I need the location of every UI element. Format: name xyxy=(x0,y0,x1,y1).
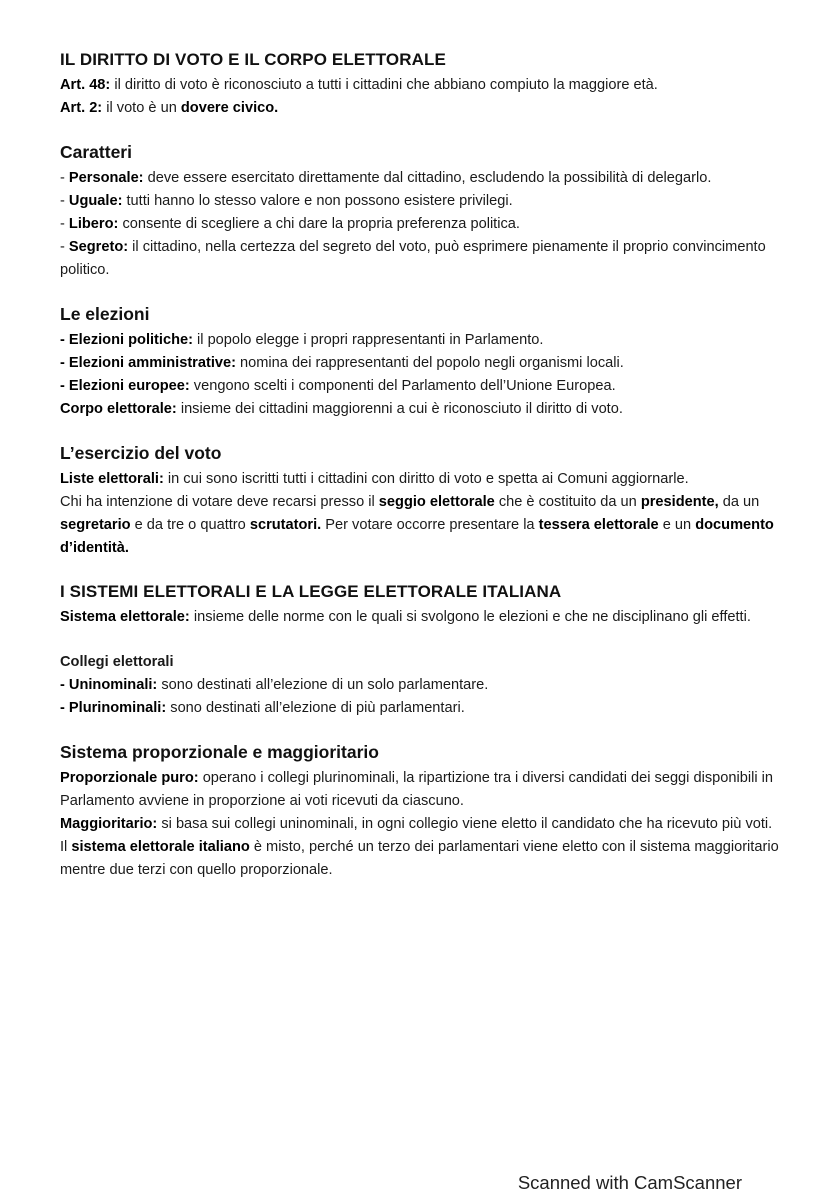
bold-term: Maggioritario: xyxy=(60,816,158,832)
text: insieme delle norme con le quali si svolgono le elezioni e che ne disciplinano gli effetti. xyxy=(189,609,751,625)
section-title: I SISTEMI ELETTORALI E LA LEGGE ELETTORALE ITALIANA xyxy=(60,582,562,601)
section-heading: Sistema proporzionale e maggioritario xyxy=(60,742,379,762)
text: sono destinati all’elezione di un solo parlamentare. xyxy=(157,677,489,693)
bold-term: - Elezioni europee: xyxy=(60,378,190,394)
bold-term: - Elezioni politiche: xyxy=(60,332,193,348)
text: operano i collegi plurinominali, la ripartizione tra i diversi candidati dei seggi disponibili in Parlamento avviene in proporzione ai voti ricevuti da ciascuno. xyxy=(60,770,773,809)
text: insieme dei cittadini maggiorenni a cui è riconosciuto il diritto di voto. xyxy=(176,401,623,417)
bold-term: scrutatori. xyxy=(249,517,322,533)
list-item-elezioni-europee xyxy=(60,375,780,398)
paragraph-maggioritario xyxy=(60,813,780,836)
text: deve essere esercitato direttamente dal cittadino, escludendo la possibilità di delegarlo. xyxy=(143,170,712,186)
bold-term: Segreto: xyxy=(68,239,129,255)
bold-term: Uguale: xyxy=(68,193,123,209)
paragraph-art-48 xyxy=(60,74,780,97)
paragraph-liste-elettorali xyxy=(60,468,780,491)
text: da un xyxy=(718,494,760,510)
text: sono destinati all’elezione di più parlamentari. xyxy=(166,700,465,716)
list-item-uguale xyxy=(60,190,780,213)
section-sistemi-elettorali xyxy=(60,582,780,720)
bold-term: seggio elettorale xyxy=(378,494,495,510)
section-diritto-di-voto xyxy=(60,50,780,120)
text: il popolo elegge i propri rappresentanti in Parlamento. xyxy=(192,332,544,348)
bold-term: Libero: xyxy=(68,216,119,232)
bold-term: Sistema elettorale: xyxy=(60,609,190,625)
text: è misto, perché un terzo dei parlamentari viene eletto con il sistema maggioritario mentre due terzi con quello proporzionale. xyxy=(60,839,779,878)
text: consente di scegliere a chi dare la propria preferenza politica. xyxy=(118,216,520,232)
scanner-watermark: Scanned with CamScanner xyxy=(517,1172,742,1193)
text: il cittadino, nella certezza del segreto del voto, può esprimere pienamente il proprio convincimento politico. xyxy=(60,239,766,278)
list-item-uninominali xyxy=(60,674,780,697)
bold-term: Personale: xyxy=(68,170,144,186)
section-le-elezioni xyxy=(60,304,780,421)
bold-term: presidente, xyxy=(640,494,719,510)
text: Il xyxy=(60,839,72,855)
text: il diritto di voto è riconosciuto a tutti i cittadini che abbiano compiuto la maggiore età. xyxy=(110,77,658,93)
text: si basa sui collegi uninominali, in ogni collegio viene eletto il candidato che ha ricevuto più voti. xyxy=(157,816,773,832)
section-esercizio-del-voto xyxy=(60,443,780,560)
text: nomina dei rappresentanti del popolo negli organismi locali. xyxy=(235,355,624,371)
list-item-personale xyxy=(60,167,780,190)
bold-term: - Uninominali: xyxy=(60,677,158,693)
spacer xyxy=(60,629,780,651)
document-page xyxy=(60,50,780,904)
list-item-segreto xyxy=(60,236,780,282)
bold-term: Proporzionale puro: xyxy=(60,770,199,786)
text: e un xyxy=(658,517,696,533)
paragraph-art-2 xyxy=(60,97,780,120)
list-item-elezioni-amministrative xyxy=(60,352,780,375)
bold-term: Art. 2: xyxy=(60,100,103,116)
text: - xyxy=(60,193,69,209)
section-heading: Caratteri xyxy=(60,142,132,162)
bold-term: dovere civico. xyxy=(180,100,279,116)
text: vengono scelti i componenti del Parlamento dell’Unione Europea. xyxy=(189,378,616,394)
bold-term: documento d’identità. xyxy=(60,517,774,556)
bold-term: Corpo elettorale: xyxy=(60,401,177,417)
text: il voto è un xyxy=(102,100,181,116)
section-sistema-proporzionale xyxy=(60,742,780,882)
bold-term: - Elezioni amministrative: xyxy=(60,355,236,371)
subheading-collegi-elettorali: Collegi elettorali xyxy=(60,654,174,670)
section-heading: L’esercizio del voto xyxy=(60,443,222,463)
text: - xyxy=(60,216,69,232)
section-caratteri xyxy=(60,142,780,282)
text: Chi ha intenzione di votare deve recarsi presso il xyxy=(60,494,379,510)
paragraph-proporzionale-puro xyxy=(60,767,780,813)
text: che è costituito da un xyxy=(494,494,641,510)
text: tutti hanno lo stesso valore e non possono esistere privilegi. xyxy=(122,193,513,209)
bold-term: Art. 48: xyxy=(60,77,111,93)
paragraph-seggio xyxy=(60,491,780,560)
section-title: IL DIRITTO DI VOTO E IL CORPO ELETTORALE xyxy=(60,50,446,69)
text: e da tre o quattro xyxy=(130,517,250,533)
bold-term: - Plurinominali: xyxy=(60,700,167,716)
text: - xyxy=(60,239,69,255)
text: in cui sono iscritti tutti i cittadini con diritto di voto e spetta ai Comuni aggiornarle. xyxy=(163,471,689,487)
text: Per votare occorre presentare la xyxy=(321,517,539,533)
bold-term: Liste elettorali: xyxy=(60,471,164,487)
paragraph-sistema-italiano xyxy=(60,836,780,882)
bold-term: tessera elettorale xyxy=(538,517,659,533)
list-item-elezioni-politiche xyxy=(60,329,780,352)
paragraph-sistema-elettorale xyxy=(60,606,780,629)
paragraph-corpo-elettorale xyxy=(60,398,780,421)
section-heading: Le elezioni xyxy=(60,304,150,324)
bold-term: sistema elettorale italiano xyxy=(71,839,250,855)
text: - xyxy=(60,170,69,186)
bold-term: segretario xyxy=(60,517,131,533)
list-item-plurinominali xyxy=(60,697,780,720)
list-item-libero xyxy=(60,213,780,236)
